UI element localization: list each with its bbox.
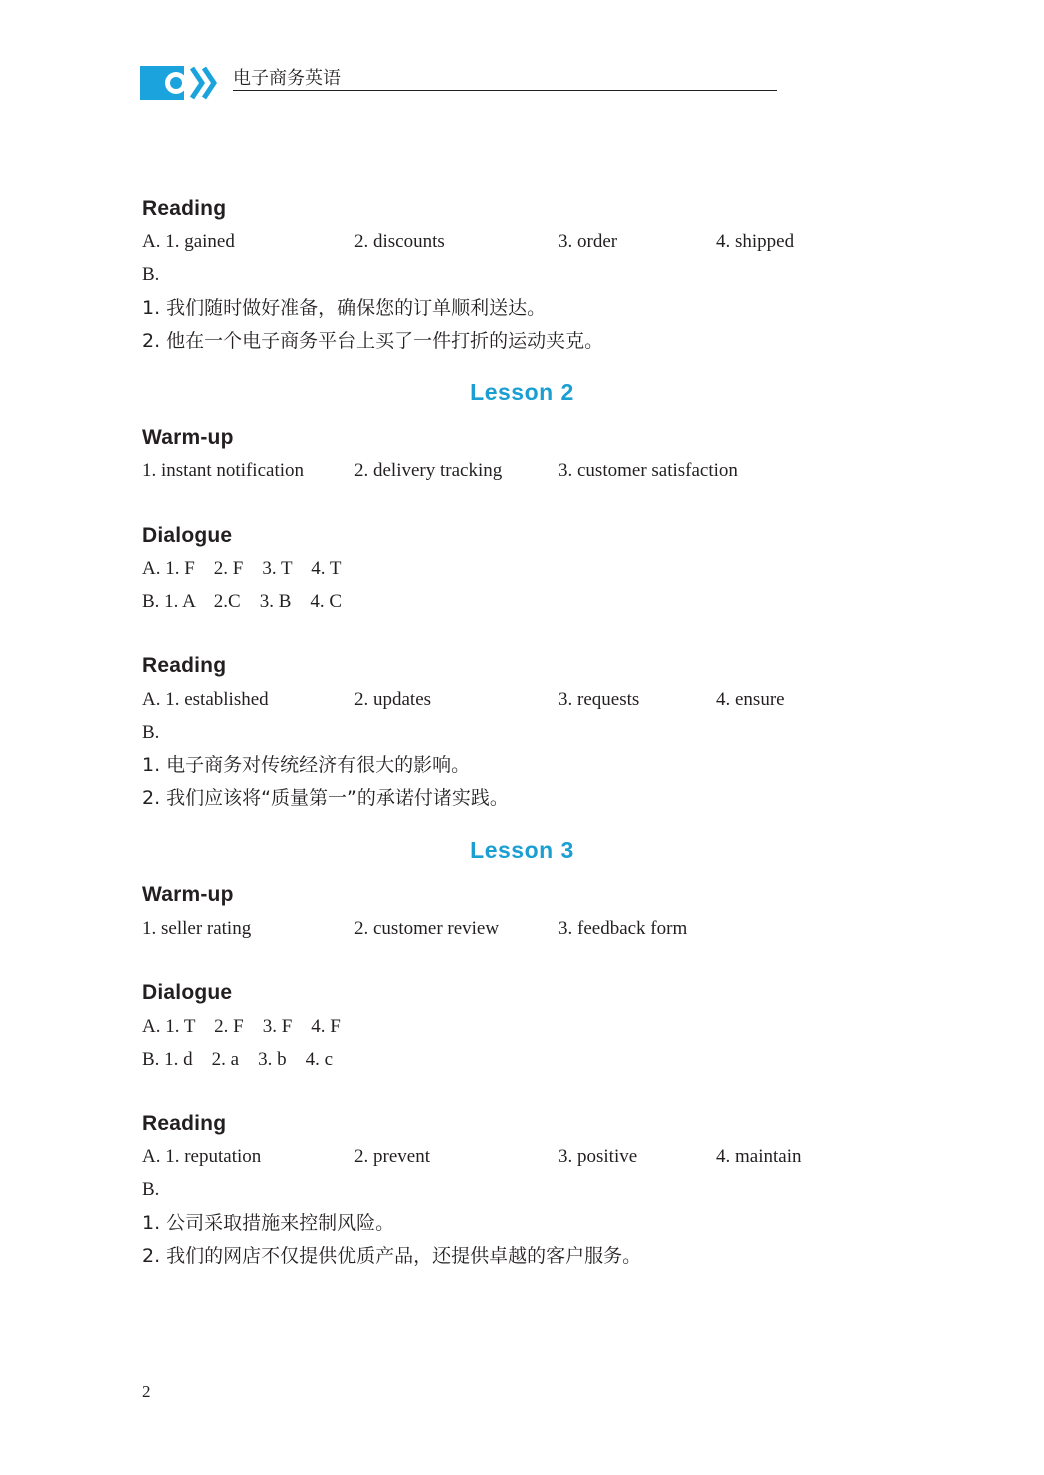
warmup-item: 1. seller rating [142, 918, 252, 939]
warmup-item: 3. feedback form [558, 918, 688, 939]
warmup-item: 3. customer satisfaction [558, 460, 738, 481]
translation-line: 1. 电子商务对传统经济有很大的影响。 [142, 754, 471, 776]
answer-cell: 2. updates [354, 689, 432, 710]
part-b-label: B. [142, 1179, 160, 1200]
translation-line: 2. 我们应该将“质量第一”的承诺付诸实践。 [142, 787, 509, 809]
dialogue-answers-b: B. 1. d 2. a 3. b 4. c [142, 1049, 334, 1070]
page-number: 2 [142, 1382, 151, 1401]
answer-cell: 4. ensure [716, 689, 785, 710]
warmup-heading: Warm-up [142, 883, 234, 906]
translation-line: 1. 公司采取措施来控制风险。 [142, 1212, 395, 1234]
dialogue-heading: Dialogue [142, 524, 233, 547]
translation-line: 1. 我们随时做好准备，确保您的订单顺利送达。 [142, 297, 547, 319]
dialogue-heading: Dialogue [142, 981, 233, 1004]
reading-heading: Reading [142, 197, 227, 220]
lesson-3-title: Lesson 3 [470, 837, 574, 863]
warmup-item: 2. customer review [354, 918, 500, 939]
answer-cell: 3. order [558, 231, 618, 252]
part-b-label: B. [142, 722, 160, 743]
translation-line: 2. 我们的网店不仅提供优质产品，还提供卓越的客户服务。 [142, 1245, 642, 1267]
warmup-item: 1. instant notification [142, 460, 305, 481]
book-logo-icon [140, 64, 222, 104]
answer-cell: 2. prevent [354, 1146, 430, 1167]
lesson-2-title: Lesson 2 [470, 379, 574, 405]
warmup-heading: Warm-up [142, 426, 234, 449]
answer-cell: A. 1. established [142, 689, 269, 710]
answer-cell: 4. shipped [716, 231, 795, 252]
reading-heading: Reading [142, 654, 227, 677]
answer-cell: A. 1. gained [142, 231, 235, 252]
answer-cell: 3. requests [558, 689, 640, 710]
answer-cell: 3. positive [558, 1146, 638, 1167]
header-rule [233, 90, 777, 91]
part-b-label: B. [142, 264, 160, 285]
dialogue-answers-b: B. 1. A 2.C 3. B 4. C [142, 591, 343, 612]
answer-cell: 2. discounts [354, 231, 445, 252]
dialogue-answers-a: A. 1. T 2. F 3. F 4. F [142, 1016, 341, 1037]
header-title: 电子商务英语 [233, 68, 341, 89]
warmup-item: 2. delivery tracking [354, 460, 503, 481]
dialogue-answers-a: A. 1. F 2. F 3. T 4. T [142, 558, 342, 579]
reading-heading: Reading [142, 1112, 227, 1135]
answer-cell: A. 1. reputation [142, 1146, 262, 1167]
answer-cell: 4. maintain [716, 1146, 802, 1167]
translation-line: 2. 他在一个电子商务平台上买了一件打折的运动夹克。 [142, 330, 604, 352]
